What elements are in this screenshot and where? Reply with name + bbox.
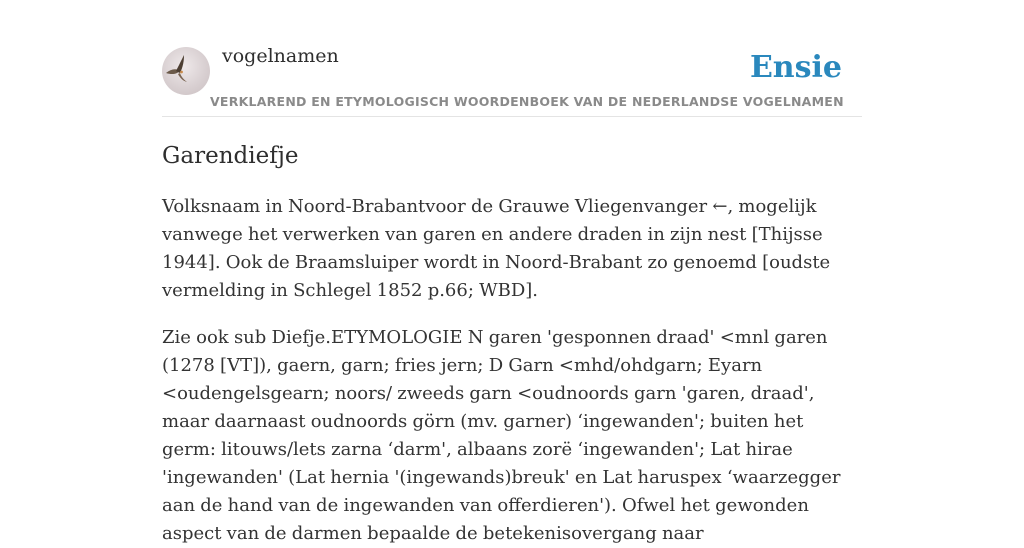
brand-logo[interactable]: Ensie [749,50,842,85]
paragraph-1-text-a: Volksnaam in Noord-Brabantvoor de Grauwe Vliegenvanger [162,196,713,217]
entry-paragraph-2: Zie ook sub Diefje.ETYMOLOGIE N garen 'gesponnen draad' <mnl garen (1278 [VT]), gaern, garn; fries jern; D Garn <mhd/ohdgarn; Eyarn <oudengelsgearn; noors/ zweeds garn <oudnoords garn 'garen, draad', maar daarnaast oudnoords görn (mv. garner) ‘ingewanden'; buiten het germ: litouws/lets zarna ‘darm', albaans zorë ‘ingewanden'; Lat hirae 'ingewanden' (Lat hernia '(ingewands)breuk' en Lat haruspex ‘waarzegger aan de hand van de ingewanden van offerdieren'). Ofwel het gewonden aspect van de darmen bepaalde de betekenisovergang naar [162,327,841,544]
header [162,0,862,117]
entry-paragraph-1 [162,193,862,305]
site-subtitle: VERKLAREND EN ETYMOLOGISCH WOORDENBOEK VAN DE NEDERLANDSE VOGELNAMEN [210,94,844,109]
left-arrow-icon[interactable]: ← [712,196,728,217]
bird-avatar-icon[interactable] [162,47,210,95]
page-title: Garendiefje [162,143,299,169]
site-name[interactable]: vogelnamen [222,45,339,67]
paragraph-1-text-b: , mogelijk vanwege het verwerken van garen en andere draden in zijn nest [Thijsse 1944]. Ook de Braamsluiper wordt in Noord-Brabant zo genoemd [oudste vermelding in Schlegel 1852 p.66; WBD]. [162,196,831,301]
page [162,0,862,548]
